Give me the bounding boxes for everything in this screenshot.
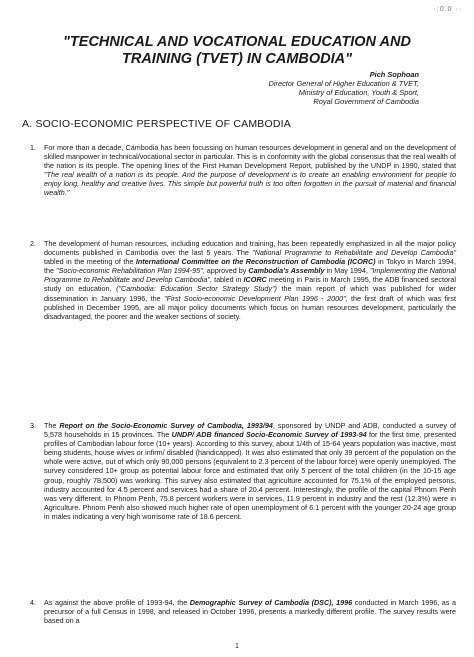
paragraph-2 <box>18 239 456 321</box>
text-run: in May 1994, <box>324 266 370 276</box>
text-run: for the first time, presented profiles of Cambodian labour force (10+ years). According to this survey, about 1/4th of 15-64 years population was inactive, most being students, house wives or infirm/ disabled (handicapped). It was also estimated that only 39 percent of the population on the whole were active, out of which only 90,000 persons (equivalent to 2.3 percent of the labour force) were openly unemployed. The survey considered 10+ group as potential labour force and estimated that only 5 percent of the total children (in the 10-15 age group, roughly 78,500) was working. This survey also estimated that agriculture accounted for 75.1% of the employed persons, industry accounted for 4.5 percent and services had a share of 20.4 percent. Interestingly, the profile of the capital Phnom Penh was very different. In Phnom Penh, 75.8 percent workers were in services, 11.9 percent in industry and the rest (12.3%) were in Agriculture. Phnom Penh also showed much higher rate of open unemployment of 6.1 percent with the younger 20-24 age group in males indicating a very high worrisome rate of 18.6 percent. <box>44 430 456 521</box>
text-run: UNDP/ ADB financed Socio-Economic Survey of 1993-94 <box>171 430 367 440</box>
text-run: , sponsored by UNDP and ADB, conducted a survey of 5,578 households in 15 provinces. The <box>44 421 456 440</box>
paragraph-number: 2. <box>30 239 36 248</box>
quote-run: "The real wealth of a nation is its people. And the purpose of development is to create an enabling environment for people to enjoy long, healthy and creative lives. This simple but powerful truth is too often forgotten in the pursuit of material and financial wealth." <box>44 170 456 198</box>
paragraph-3 <box>18 421 456 521</box>
author-government: Royal Government of Cambodia <box>313 97 419 106</box>
text-run: Cambodia's Assembly <box>248 266 325 276</box>
text-run: ("Cambodia: Education Sector Strategy Study") <box>116 284 277 294</box>
text-run: "Socio-economic Rehabilitation Plan 1994-95" <box>56 266 203 276</box>
paragraph-number: 3. <box>30 421 36 430</box>
text-run: For more than a decade, Cambodia has been focussing on human resources development in general and on the development of skilled manpower in technical/vocational sector in particular. This is in conformity with the global consensus that the real wealth of the nation is its people. The opening lines of the First Human Development Report, published by the UNDP in 1990, stated that <box>44 143 456 171</box>
author-ministry: Ministry of Education, Youth & Sport, <box>298 88 419 97</box>
scan-stamp: ·:0.0 ·· <box>433 6 462 13</box>
text-run: Report on the Socio-Economic Survey of Cambodia, 1993/94 <box>59 421 273 430</box>
text-run: The <box>44 421 60 430</box>
text-run: Demographic Survey of Cambodia (DSC), 1996 <box>189 598 353 607</box>
paragraph-text <box>44 421 456 521</box>
paragraph-number: 4. <box>30 598 36 607</box>
paragraph-1 <box>18 143 456 198</box>
text-run: conducted in March 1996, as a precursor of a full Census in 1998, and released in October 1996, presents a markedly different profile. The survey results were based on a <box>44 598 456 626</box>
author-title: Director General of Higher Education & TVET, <box>268 79 419 88</box>
text-run: meeting in Paris in March 1995, the ADB financed sectoral study on education, <box>44 275 456 294</box>
text-run: , the first draft of which was first published in December 1995, are all major policy documents which focus on human resources development, particularly the disadvantaged, the poorer and the weaker sections of society. <box>44 293 457 321</box>
paragraph-number: 1. <box>30 143 36 152</box>
document-title: "TECHNICAL AND VOCATIONAL EDUCATION AND TRAINING (TVET) IN CAMBODIA" <box>63 34 411 67</box>
author-name: Pich Sophoan <box>369 70 419 79</box>
section-heading: A. SOCIO-ECONOMIC PERSPECTIVE OF CAMBODIA <box>22 118 291 130</box>
text-run: in Tokyo in March 1994, the <box>44 257 456 276</box>
text-run: International Committee on the Reconstruction of Cambodia (ICORC) <box>135 257 376 267</box>
paragraph-text <box>44 239 456 321</box>
text-run: ICORC <box>243 275 267 285</box>
text-run: , approved by <box>202 266 249 276</box>
text-run: "National Programme to Rehabilitate and Develop Cambodia" <box>252 248 457 258</box>
paragraph-4 <box>18 598 456 625</box>
text-run: The development of human resources, including education and training, has been repeatedly emphasized in all the major policy documents published in Cambodia over the last 5 years. The <box>44 239 456 258</box>
paragraph-text <box>44 598 456 625</box>
text-run: As against the above profile of 1993-94, the <box>44 598 190 607</box>
paragraph-text <box>44 143 456 198</box>
text-run: "First Socio-economic Development Plan 1996 - 2000" <box>164 293 346 303</box>
page-number: 1 <box>235 643 239 650</box>
text-run: "Implementing the National Programme to Rehabilitate and Develop Cambodia" <box>44 266 457 285</box>
text-run: the main report of which was published for wider dissemination in January 1996, the <box>44 284 456 303</box>
text-run: tabled in the meeting of the <box>44 257 136 267</box>
text-run: , tabled in <box>209 275 244 285</box>
author-block <box>159 70 419 106</box>
